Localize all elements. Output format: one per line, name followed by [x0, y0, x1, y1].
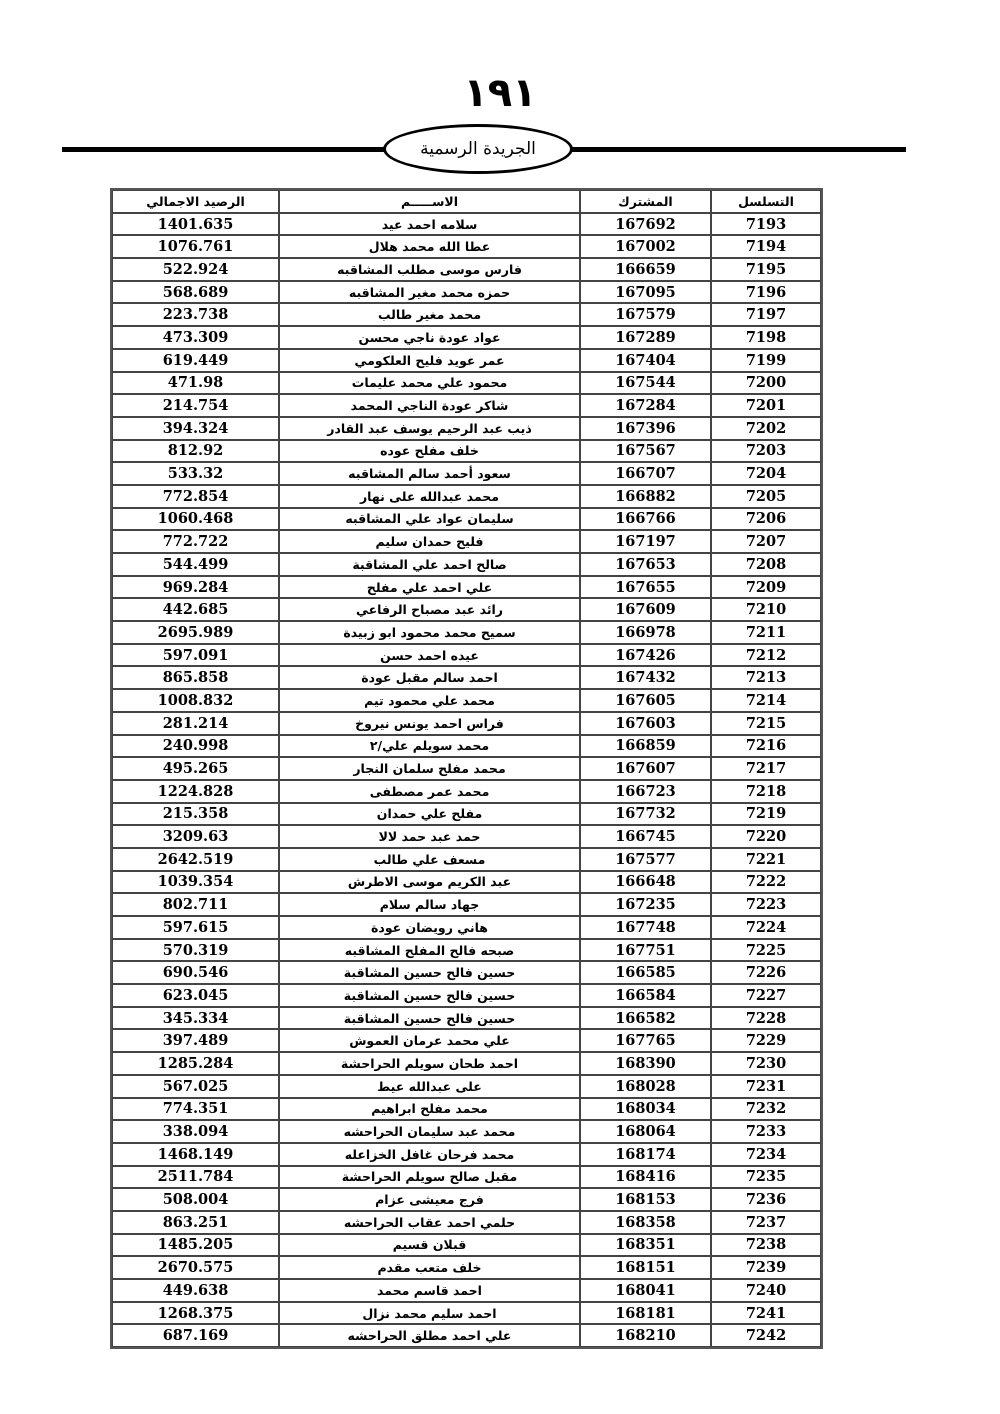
cell-balance: 774.351 [112, 1098, 279, 1121]
table-row [112, 735, 821, 758]
cell-subscriber: 167567 [580, 440, 711, 463]
cell-serial: 7233 [711, 1120, 821, 1143]
cell-balance: 544.499 [112, 553, 279, 576]
cell-serial: 7235 [711, 1166, 821, 1189]
cell-name: خلف متعب مقدم [279, 1256, 580, 1279]
cell-name: مسعف علي طالب [279, 848, 580, 871]
cell-serial: 7222 [711, 871, 821, 894]
gazette-title: الجريدة الرسمية [420, 139, 536, 159]
table-row [112, 1052, 821, 1075]
table-row [112, 235, 821, 258]
cell-subscriber: 166582 [580, 1007, 711, 1030]
table-row [112, 984, 821, 1007]
cell-name: سليمان عواد علي المشاقبه [279, 508, 580, 531]
cell-name: محمد مفلح سلمان النجار [279, 757, 580, 780]
cell-name: احمد قاسم محمد [279, 1279, 580, 1302]
table-row [112, 530, 821, 553]
table-row [112, 803, 821, 826]
cell-name: علي احمد مطلق الحراحشه [279, 1324, 580, 1347]
cell-balance: 214.754 [112, 394, 279, 417]
cell-serial: 7225 [711, 939, 821, 962]
table-row [112, 303, 821, 326]
cell-serial: 7217 [711, 757, 821, 780]
cell-subscriber: 168153 [580, 1188, 711, 1211]
table-row [112, 1324, 821, 1347]
cell-subscriber: 168181 [580, 1302, 711, 1325]
cell-balance: 812.92 [112, 440, 279, 463]
cell-name: محمد مفلح ابراهيم [279, 1098, 580, 1121]
table-row [112, 598, 821, 621]
cell-balance: 442.685 [112, 598, 279, 621]
cell-balance: 1076.761 [112, 235, 279, 258]
table-row [112, 1007, 821, 1030]
cell-serial: 7218 [711, 780, 821, 803]
table-row [112, 258, 821, 281]
cell-balance: 863.251 [112, 1211, 279, 1234]
table-row [112, 1302, 821, 1325]
cell-subscriber: 167577 [580, 848, 711, 871]
cell-subscriber: 167289 [580, 326, 711, 349]
cell-serial: 7229 [711, 1029, 821, 1052]
cell-name: حمزه محمد مغير المشاقبه [279, 281, 580, 304]
cell-serial: 7204 [711, 462, 821, 485]
cell-balance: 969.284 [112, 576, 279, 599]
table-row [112, 326, 821, 349]
cell-serial: 7239 [711, 1256, 821, 1279]
cell-serial: 7216 [711, 735, 821, 758]
cell-subscriber: 167603 [580, 712, 711, 735]
cell-name: محمد مغير طالب [279, 303, 580, 326]
cell-serial: 7240 [711, 1279, 821, 1302]
cell-serial: 7215 [711, 712, 821, 735]
cell-balance: 473.309 [112, 326, 279, 349]
cell-subscriber: 167197 [580, 530, 711, 553]
cell-name: هاني رويضان عودة [279, 916, 580, 939]
table-row [112, 644, 821, 667]
cell-name: جهاد سالم سلام [279, 893, 580, 916]
cell-name: مقبل صالح سويلم الحراحشة [279, 1166, 580, 1189]
cell-subscriber: 168416 [580, 1166, 711, 1189]
cell-balance: 1039.354 [112, 871, 279, 894]
cell-subscriber: 167544 [580, 372, 711, 395]
cell-subscriber: 166766 [580, 508, 711, 531]
cell-balance: 449.638 [112, 1279, 279, 1302]
table-row [112, 712, 821, 735]
cell-subscriber: 166707 [580, 462, 711, 485]
cell-serial: 7196 [711, 281, 821, 304]
cell-serial: 7220 [711, 825, 821, 848]
cell-subscriber: 167404 [580, 349, 711, 372]
table-row [112, 576, 821, 599]
table-row [112, 213, 821, 236]
cell-subscriber: 166584 [580, 984, 711, 1007]
cell-balance: 597.091 [112, 644, 279, 667]
cell-subscriber: 167432 [580, 666, 711, 689]
table-row [112, 553, 821, 576]
cell-name: محمود علي محمد عليمات [279, 372, 580, 395]
cell-balance: 394.324 [112, 417, 279, 440]
cell-serial: 7242 [711, 1324, 821, 1347]
table-row [112, 666, 821, 689]
cell-subscriber: 167653 [580, 553, 711, 576]
cell-subscriber: 168351 [580, 1234, 711, 1257]
cell-balance: 1401.635 [112, 213, 279, 236]
cell-serial: 7193 [711, 213, 821, 236]
cell-name: علي محمد عرمان العموش [279, 1029, 580, 1052]
cell-name: احمد سليم محمد نزال [279, 1302, 580, 1325]
cell-serial: 7201 [711, 394, 821, 417]
table-row [112, 485, 821, 508]
cell-balance: 1268.375 [112, 1302, 279, 1325]
cell-name: ذيب عبد الرحيم يوسف عبد القادر [279, 417, 580, 440]
cell-serial: 7219 [711, 803, 821, 826]
cell-name: حمد عبد حمد لالا [279, 825, 580, 848]
table-row [112, 417, 821, 440]
cell-name: حسين فالح حسين المشاقبة [279, 984, 580, 1007]
table-row [112, 848, 821, 871]
cell-subscriber: 167748 [580, 916, 711, 939]
cell-name: فراس احمد يونس نيروخ [279, 712, 580, 735]
cell-subscriber: 167426 [580, 644, 711, 667]
cell-subscriber: 168151 [580, 1256, 711, 1279]
cell-name: محمد عبد سليمان الحراحشه [279, 1120, 580, 1143]
table-row [112, 961, 821, 984]
cell-subscriber: 167751 [580, 939, 711, 962]
cell-serial: 7214 [711, 689, 821, 712]
table-row [112, 281, 821, 304]
table-row [112, 757, 821, 780]
cell-serial: 7223 [711, 893, 821, 916]
cell-serial: 7207 [711, 530, 821, 553]
cell-balance: 2642.519 [112, 848, 279, 871]
cell-balance: 568.689 [112, 281, 279, 304]
cell-subscriber: 167002 [580, 235, 711, 258]
column-header-balance: الرصيد الاجمالي [112, 190, 279, 213]
cell-name: حلمي احمد عقاب الحراحشه [279, 1211, 580, 1234]
table-row [112, 372, 821, 395]
cell-name: محمد علي محمود تيم [279, 689, 580, 712]
cell-balance: 1485.205 [112, 1234, 279, 1257]
cell-name: حسين فالح حسين المشاقبة [279, 961, 580, 984]
table-row [112, 871, 821, 894]
cell-balance: 1060.468 [112, 508, 279, 531]
cell-subscriber: 167579 [580, 303, 711, 326]
cell-serial: 7211 [711, 621, 821, 644]
cell-name: خلف مفلح عوده [279, 440, 580, 463]
cell-subscriber: 167765 [580, 1029, 711, 1052]
cell-subscriber: 167284 [580, 394, 711, 417]
cell-balance: 1008.832 [112, 689, 279, 712]
table-row [112, 508, 821, 531]
cell-name: قبلان قسيم [279, 1234, 580, 1257]
cell-subscriber: 167655 [580, 576, 711, 599]
cell-subscriber: 166723 [580, 780, 711, 803]
cell-balance: 865.858 [112, 666, 279, 689]
column-header-serial: التسلسل [711, 190, 821, 213]
cell-balance: 215.358 [112, 803, 279, 826]
column-header-name: الاســـــم [279, 190, 580, 213]
table-row [112, 1098, 821, 1121]
cell-balance: 522.924 [112, 258, 279, 281]
cell-serial: 7199 [711, 349, 821, 372]
cell-name: سلامه احمد عيد [279, 213, 580, 236]
table-row [112, 1029, 821, 1052]
cell-balance: 802.711 [112, 893, 279, 916]
cell-subscriber: 166648 [580, 871, 711, 894]
cell-name: صبحه فالح المفلح المشاقبه [279, 939, 580, 962]
cell-balance: 772.722 [112, 530, 279, 553]
cell-subscriber: 166882 [580, 485, 711, 508]
cell-name: رائد عبد مصباح الرفاعي [279, 598, 580, 621]
cell-serial: 7236 [711, 1188, 821, 1211]
cell-subscriber: 167609 [580, 598, 711, 621]
cell-subscriber: 168041 [580, 1279, 711, 1302]
table-row [112, 462, 821, 485]
column-header-subscriber: المشترك [580, 190, 711, 213]
cell-subscriber: 167607 [580, 757, 711, 780]
table-header-row [112, 190, 821, 213]
cell-balance: 281.214 [112, 712, 279, 735]
cell-name: فليح حمدان سليم [279, 530, 580, 553]
cell-serial: 7206 [711, 508, 821, 531]
table-row [112, 780, 821, 803]
cell-serial: 7202 [711, 417, 821, 440]
cell-balance: 570.319 [112, 939, 279, 962]
cell-name: محمد عمر مصطفى [279, 780, 580, 803]
cell-serial: 7212 [711, 644, 821, 667]
cell-serial: 7228 [711, 1007, 821, 1030]
cell-subscriber: 166859 [580, 735, 711, 758]
cell-balance: 345.334 [112, 1007, 279, 1030]
cell-name: علي احمد علي مفلح [279, 576, 580, 599]
subscriber-balance-table [110, 188, 823, 1349]
cell-subscriber: 168390 [580, 1052, 711, 1075]
cell-serial: 7230 [711, 1052, 821, 1075]
cell-name: عواد عودة ناجي محسن [279, 326, 580, 349]
cell-balance: 567.025 [112, 1075, 279, 1098]
table-row [112, 893, 821, 916]
page-number: ١٩١ [463, 70, 537, 116]
table-row [112, 621, 821, 644]
cell-serial: 7231 [711, 1075, 821, 1098]
cell-name: حسين فالح حسين المشاقبة [279, 1007, 580, 1030]
cell-serial: 7200 [711, 372, 821, 395]
cell-balance: 772.854 [112, 485, 279, 508]
cell-name: شاكر عودة الناجي المحمد [279, 394, 580, 417]
cell-balance: 2695.989 [112, 621, 279, 644]
table-row [112, 1188, 821, 1211]
cell-subscriber: 167235 [580, 893, 711, 916]
cell-subscriber: 166745 [580, 825, 711, 848]
cell-serial: 7205 [711, 485, 821, 508]
cell-serial: 7194 [711, 235, 821, 258]
cell-balance: 397.489 [112, 1029, 279, 1052]
cell-name: احمد طحان سويلم الحراحشة [279, 1052, 580, 1075]
cell-balance: 2511.784 [112, 1166, 279, 1189]
cell-balance: 223.738 [112, 303, 279, 326]
cell-subscriber: 168064 [580, 1120, 711, 1143]
cell-serial: 7227 [711, 984, 821, 1007]
cell-subscriber: 167396 [580, 417, 711, 440]
cell-balance: 687.169 [112, 1324, 279, 1347]
cell-serial: 7221 [711, 848, 821, 871]
cell-name: عمر عويد فليح العلكومي [279, 349, 580, 372]
gazette-title-oval [383, 124, 573, 174]
table-row [112, 1279, 821, 1302]
cell-serial: 7208 [711, 553, 821, 576]
cell-name: عبد الكريم موسى الاطرش [279, 871, 580, 894]
cell-name: محمد عبدالله على نهار [279, 485, 580, 508]
cell-name: سميح محمد محمود ابو زبيدة [279, 621, 580, 644]
cell-balance: 597.615 [112, 916, 279, 939]
cell-name: محمد سويلم علي/٢ [279, 735, 580, 758]
cell-balance: 690.546 [112, 961, 279, 984]
cell-serial: 7226 [711, 961, 821, 984]
cell-balance: 623.045 [112, 984, 279, 1007]
table-row [112, 689, 821, 712]
cell-serial: 7238 [711, 1234, 821, 1257]
cell-serial: 7210 [711, 598, 821, 621]
cell-serial: 7195 [711, 258, 821, 281]
cell-subscriber: 167605 [580, 689, 711, 712]
table-row [112, 916, 821, 939]
cell-name: على عبدالله عيط [279, 1075, 580, 1098]
cell-subscriber: 168034 [580, 1098, 711, 1121]
table-row [112, 1256, 821, 1279]
cell-subscriber: 166659 [580, 258, 711, 281]
cell-balance: 2670.575 [112, 1256, 279, 1279]
cell-subscriber: 167692 [580, 213, 711, 236]
cell-name: محمد فرحان غافل الخزاعله [279, 1143, 580, 1166]
cell-balance: 471.98 [112, 372, 279, 395]
table-row [112, 1211, 821, 1234]
table-row [112, 394, 821, 417]
cell-balance: 1224.828 [112, 780, 279, 803]
cell-balance: 1468.149 [112, 1143, 279, 1166]
table-row [112, 825, 821, 848]
table-row [112, 1166, 821, 1189]
cell-subscriber: 167732 [580, 803, 711, 826]
cell-name: عيده احمد حسن [279, 644, 580, 667]
cell-balance: 619.449 [112, 349, 279, 372]
cell-subscriber: 168358 [580, 1211, 711, 1234]
cell-name: صالح احمد علي المشاقبة [279, 553, 580, 576]
cell-subscriber: 168028 [580, 1075, 711, 1098]
table-row [112, 1120, 821, 1143]
cell-name: عطا الله محمد هلال [279, 235, 580, 258]
cell-balance: 508.004 [112, 1188, 279, 1211]
cell-balance: 1285.284 [112, 1052, 279, 1075]
cell-subscriber: 167095 [580, 281, 711, 304]
cell-balance: 3209.63 [112, 825, 279, 848]
cell-serial: 7198 [711, 326, 821, 349]
cell-serial: 7241 [711, 1302, 821, 1325]
cell-subscriber: 166585 [580, 961, 711, 984]
cell-balance: 240.998 [112, 735, 279, 758]
cell-name: سعود أحمد سالم المشاقبه [279, 462, 580, 485]
cell-name: مفلح علي حمدان [279, 803, 580, 826]
cell-name: فرج معيشى عزام [279, 1188, 580, 1211]
table-row [112, 1234, 821, 1257]
cell-serial: 7213 [711, 666, 821, 689]
cell-serial: 7209 [711, 576, 821, 599]
cell-balance: 495.265 [112, 757, 279, 780]
cell-serial: 7237 [711, 1211, 821, 1234]
table-row [112, 1143, 821, 1166]
cell-serial: 7197 [711, 303, 821, 326]
cell-subscriber: 168210 [580, 1324, 711, 1347]
cell-balance: 533.32 [112, 462, 279, 485]
table-row [112, 440, 821, 463]
cell-serial: 7224 [711, 916, 821, 939]
cell-name: فارس موسى مطلب المشاقبه [279, 258, 580, 281]
cell-subscriber: 168174 [580, 1143, 711, 1166]
table-row [112, 349, 821, 372]
table-row [112, 939, 821, 962]
table-row [112, 1075, 821, 1098]
cell-name: احمد سالم مقبل عودة [279, 666, 580, 689]
cell-subscriber: 166978 [580, 621, 711, 644]
cell-serial: 7234 [711, 1143, 821, 1166]
cell-serial: 7203 [711, 440, 821, 463]
cell-balance: 338.094 [112, 1120, 279, 1143]
cell-serial: 7232 [711, 1098, 821, 1121]
